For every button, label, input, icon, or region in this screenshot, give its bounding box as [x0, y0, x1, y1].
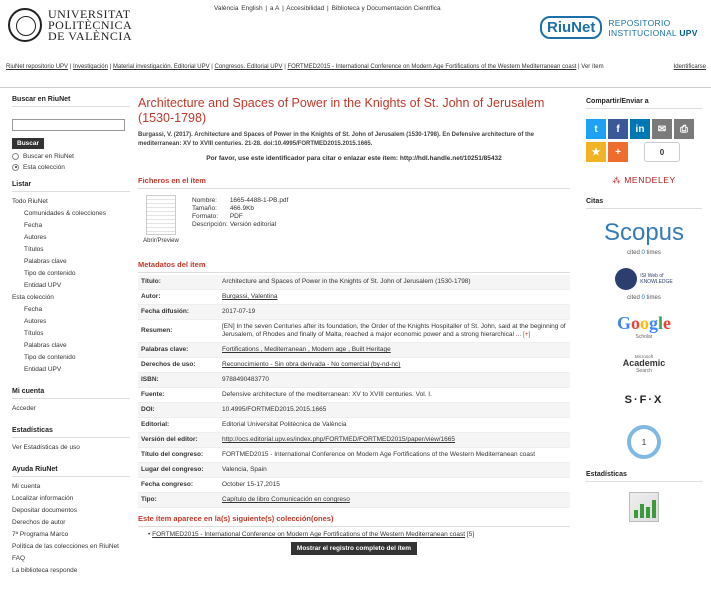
twitter-icon[interactable]: t: [586, 119, 606, 139]
help-link[interactable]: La biblioteca responde: [12, 566, 78, 574]
radio-all-riunet[interactable]: [12, 153, 130, 160]
metadata-value-cell: [220, 493, 570, 508]
metadata-value-cell: [220, 275, 570, 290]
metadata-value: Architecture and Spaces of Power in the Knights of St. John of Jerusalem (1530-1798): [222, 278, 471, 285]
font-size-toggle[interactable]: a A: [269, 5, 280, 12]
top-links: [214, 5, 442, 12]
main-content: [138, 96, 570, 555]
search-heading: Buscar en RiuNet: [12, 96, 130, 107]
usage-stats-link[interactable]: Ver Estadísticas de uso: [12, 443, 80, 451]
metadata-value: Editorial Universitat Politècnica de València: [222, 421, 347, 428]
mendeley-icon: ⁂: [612, 175, 622, 185]
collections-heading: Este ítem aparece en la(s) siguiente(s) colección(ones): [138, 514, 570, 527]
browse-link[interactable]: Autores: [24, 233, 47, 241]
breadcrumb-material[interactable]: Material investigación. Editorial UPV: [112, 64, 210, 70]
help-heading: Ayuda RiuNet: [12, 466, 130, 477]
metadata-row: [138, 418, 570, 433]
metadata-row: [138, 448, 570, 463]
browse-group-label: Todo RiuNet: [12, 197, 48, 205]
metadata-value: [EN] In the seven Centuries after its foundation, the Order of the Knights Hospitaller of St. John, said at the beginning of Jerusalem, of Rhodes and finally of Malta, reached a major economic power and a strong hierarchical ...: [222, 323, 566, 338]
search-button[interactable]: Buscar: [12, 138, 44, 149]
account-heading: Mi cuenta: [12, 388, 130, 399]
show-full-record-button[interactable]: Mostrar el registro completo del ítem: [291, 542, 417, 555]
metadata-value-cell: [220, 320, 570, 343]
metadata-value-cell: [220, 433, 570, 448]
upv-name: [48, 6, 133, 43]
file-meta-key: Formato:: [192, 213, 219, 220]
riunet-logo[interactable]: [540, 16, 698, 39]
google-wordmark: Google: [616, 312, 672, 333]
cited-pre: cited: [627, 295, 640, 301]
browse-link[interactable]: Entidad UPV: [24, 365, 62, 373]
radio-label: Esta colección: [23, 163, 65, 171]
login-link[interactable]: Acceder: [12, 404, 36, 412]
account-list: [12, 403, 130, 415]
browse-link[interactable]: Tipo de contenido: [24, 353, 76, 361]
site-header: [0, 0, 711, 50]
pdf-thumbnail-icon[interactable]: [146, 195, 176, 235]
metadata-value-cell: [220, 478, 570, 493]
metadata-key: Versión del editor:: [141, 436, 198, 443]
metadata-row: [138, 343, 570, 358]
metadata-key: Editorial:: [141, 421, 170, 428]
academic-top: Microsoft: [634, 354, 654, 359]
metadata-key: Resumen:: [141, 327, 173, 334]
upv-logo[interactable]: [8, 8, 132, 42]
metadata-value: 9788490483770: [222, 376, 269, 383]
academic-sub: Search: [636, 368, 652, 374]
file-meta-value: 466.9Kb: [229, 205, 255, 212]
metadata-value-cell: [220, 463, 570, 478]
file-meta-row: [192, 213, 288, 221]
share-buttons: [586, 119, 702, 165]
metadata-row: [138, 358, 570, 373]
metadata-value-cell: [220, 388, 570, 403]
breadcrumb-separator: |: [211, 64, 213, 70]
metadata-value: October 15-17,2015: [222, 481, 280, 488]
riunet-line2: INSTITUCIONAL: [608, 27, 677, 38]
favorite-star-icon[interactable]: ★: [586, 142, 606, 162]
metadata-key: Fuente:: [141, 391, 165, 398]
metadata-value-cell: [220, 448, 570, 463]
wos-globe-icon: [615, 268, 637, 290]
scopus-cited: [586, 250, 702, 256]
file-meta-value: Versión editorial: [229, 221, 277, 228]
metadata-key: Palabras clave:: [141, 346, 189, 353]
browse-link[interactable]: Tipo de contenido: [24, 269, 76, 277]
browse-link[interactable]: Comunidades & colecciones: [24, 209, 107, 217]
help-link[interactable]: Política de las colecciones en RiuNet: [12, 542, 119, 550]
divider: [0, 87, 711, 88]
file-thumbnail[interactable]: [138, 195, 184, 244]
browse-list: [12, 196, 130, 376]
scopus-logo[interactable]: Scopus: [603, 219, 685, 246]
metadata-value-cell: [220, 290, 570, 305]
help-link[interactable]: 7ª Programa Marco: [12, 530, 69, 538]
breadcrumb: [6, 60, 706, 75]
file-meta: [192, 197, 288, 244]
wos-logo[interactable]: [586, 266, 702, 292]
help-list: [12, 481, 130, 577]
cited-pre: cited: [627, 250, 640, 256]
wos-line1: ISI Web of: [640, 273, 664, 279]
radio-icon[interactable]: [12, 153, 19, 160]
upv-name-line2: POLITÈCNICA: [48, 17, 133, 32]
add-plus-icon[interactable]: +: [608, 142, 628, 162]
browse-link[interactable]: Palabras clave: [24, 257, 67, 265]
metadata-row: [138, 463, 570, 478]
metadata-value: 2017-07-19: [222, 308, 256, 315]
help-link[interactable]: Localizar información: [12, 494, 74, 502]
radio-checked-icon[interactable]: [12, 164, 19, 171]
metadata-table: [138, 275, 570, 508]
wos-line2: KNOWLEDGE: [640, 279, 673, 285]
email-icon[interactable]: ✉: [652, 119, 672, 139]
collection-link[interactable]: FORTMED2015 - International Conference on Modern Age Fortifications of the Western Mediterranean coast: [152, 531, 466, 538]
metadata-row: [138, 290, 570, 305]
browse-link[interactable]: Fecha: [24, 305, 43, 313]
collection-count: [5]: [466, 531, 475, 538]
breadcrumb-congresos[interactable]: Congresos. Editorial UPV: [214, 64, 283, 70]
metadata-row: [138, 433, 570, 448]
metadata-row: [138, 305, 570, 320]
breadcrumb-home[interactable]: RiuNet repositorio UPV: [6, 64, 69, 70]
metadata-key: Fecha difusión:: [141, 308, 190, 315]
metadata-key: Derechos de uso:: [141, 361, 196, 368]
search-input[interactable]: [12, 119, 125, 131]
share-count: 0: [644, 142, 680, 162]
metadata-key: DOI:: [141, 406, 155, 413]
metadata-heading: Metadatos del ítem: [138, 260, 570, 273]
sidebar: [12, 96, 130, 577]
sfx-logo[interactable]: [586, 387, 702, 413]
help-link[interactable]: Depositar documentos: [12, 506, 78, 514]
metadata-row: [138, 275, 570, 290]
open-preview-link[interactable]: Abrir/Preview: [143, 238, 179, 244]
linkedin-icon[interactable]: in: [630, 119, 650, 139]
right-column: [586, 98, 702, 522]
file-meta-row: [192, 197, 288, 205]
citation-text: Burgassi, V. (2017). Architecture and Spaces of Power in the Knights of St. John of Jerusalem (1530-1798). En Defensive architecture of the mediterranean: XV to XVIII centuries. 21-28. doi:10.4995/FORTMED2015.2015.1665.: [138, 132, 535, 147]
upv-seal-icon: [8, 8, 42, 42]
lang-english-link[interactable]: English: [241, 5, 263, 12]
file-meta-key: Descripción:: [192, 221, 228, 228]
library-link[interactable]: Biblioteca y Documentación Científica: [331, 5, 441, 12]
scopus-count[interactable]: 0: [641, 250, 645, 256]
file-meta-key: Nombre:: [192, 197, 217, 204]
metadata-row: [138, 493, 570, 508]
metadata-link[interactable]: http://ocs.editorial.upv.es/index.php/FORTMED/FORTMED2015/paper/view/1665: [222, 436, 456, 443]
breadcrumb-investigacion[interactable]: Investigación: [72, 64, 108, 70]
page-title: Architecture and Spaces of Power in the Knights of St. John of Jerusalem (1530-1798): [138, 96, 545, 125]
google-sub: Scholar: [635, 333, 653, 340]
stats-heading-right: Estadísticas: [586, 471, 702, 482]
separator: |: [282, 5, 284, 12]
metadata-row: [138, 478, 570, 493]
riunet-upv: UPV: [679, 27, 698, 38]
riunet-tagline: [608, 18, 697, 38]
metadata-value-cell: [220, 305, 570, 320]
breadcrumb-separator: |: [69, 64, 72, 70]
help-link[interactable]: Mi cuenta: [12, 482, 41, 490]
stats-heading: Estadísticas: [12, 427, 130, 438]
metadata-value: 10.4995/FORTMED2015.2015.1665: [222, 406, 327, 413]
browse-link[interactable]: Fecha: [24, 221, 43, 229]
breadcrumb-separator: |: [109, 64, 112, 70]
expand-abstract-link[interactable]: [+]: [522, 331, 531, 338]
altmetric-badge[interactable]: [627, 425, 661, 459]
browse-link[interactable]: Palabras clave: [24, 341, 67, 349]
help-link[interactable]: FAQ: [12, 554, 26, 562]
metadata-key: Título:: [141, 278, 161, 285]
wos-text: [640, 273, 673, 285]
breadcrumb-current: Ver ítem: [581, 64, 604, 70]
separator: |: [265, 5, 268, 12]
academic-label: Academic: [622, 358, 666, 368]
browse-link[interactable]: Títulos: [24, 329, 44, 337]
metadata-value-cell: [220, 403, 570, 418]
altmetric-count: 1: [641, 437, 647, 447]
separator: |: [327, 5, 329, 12]
metadata-key: Lugar del congreso:: [141, 466, 204, 473]
metadata-row: [138, 320, 570, 343]
breadcrumb-fortmed[interactable]: FORTMED2015 - International Conference on Modern Age Fortifications of the Western Mediterranean coast: [287, 64, 577, 70]
metadata-value: Defensive architecture of the mediterranean: XV to XVIII centuries. Vol. I.: [222, 391, 432, 398]
share-heading: Compartir/Enviar a: [586, 98, 702, 109]
citation-services: [586, 219, 702, 459]
stats-bar: [634, 510, 638, 518]
wos-cited: [586, 295, 702, 301]
upv-name-line1: UNIVERSITAT: [48, 6, 131, 21]
metadata-value-cell: [220, 373, 570, 388]
metadata-value: FORTMED2015 - International Conference on Modern Age Fortifications of the Western Mediterranean coast: [222, 451, 536, 458]
sfx-label: S·F·X: [624, 394, 664, 406]
breadcrumb-separator: |: [578, 64, 580, 70]
upv-name-line3: DE VALÈNCIA: [48, 28, 133, 43]
breadcrumb-separator: |: [284, 64, 286, 70]
handle-notice: Por favor, use este identificador para citar o enlazar este ítem: http://hdl.handle.net/10251/85432: [206, 155, 502, 162]
collection-item: • FORTMED2015 - International Conference on Modern Age Fortifications of the Western Mediterranean coast [5]: [148, 531, 475, 538]
stats-bar: [646, 507, 650, 518]
file-entry: [138, 195, 570, 244]
riunet-line1: REPOSITORIO: [608, 17, 671, 28]
mendeley-label: MENDELEY: [624, 175, 676, 185]
ms-academic-logo[interactable]: [586, 351, 702, 377]
stats-list: [12, 442, 130, 454]
browse-link[interactable]: Autores: [24, 317, 47, 325]
metadata-value-cell: [220, 418, 570, 433]
help-link[interactable]: Derechos de autor: [12, 518, 66, 526]
metadata-key: ISBN:: [141, 376, 159, 383]
metadata-link[interactable]: Reconocimiento - Sin obra derivada - No comercial (by-nd-nc): [222, 361, 401, 368]
wos-count[interactable]: 0: [641, 295, 645, 301]
browse-link[interactable]: Entidad UPV: [24, 281, 62, 289]
citations-heading: Citas: [586, 198, 702, 209]
riunet-badge: RiuNet: [540, 16, 602, 39]
lang-valencia-link[interactable]: València: [214, 5, 239, 12]
print-icon[interactable]: ⎙: [674, 119, 694, 139]
metadata-key: Título del congreso:: [141, 451, 204, 458]
browse-group-label: Esta colección: [12, 293, 54, 301]
metadata-link[interactable]: Fortifications , Mediterranean , Modern age , Built Heritage: [222, 346, 391, 353]
metadata-key: Fecha congreso:: [141, 481, 194, 488]
cited-post: times: [646, 250, 661, 256]
file-meta-value: PDF: [229, 213, 243, 220]
statistics-chart-icon[interactable]: [629, 492, 659, 522]
browse-link[interactable]: Títulos: [24, 245, 44, 253]
mendeley-logo[interactable]: [586, 175, 702, 186]
stats-bar: [640, 504, 644, 518]
file-meta-value: 1665-4488-1-PB.pdf: [229, 197, 289, 204]
metadata-row: [138, 388, 570, 403]
browse-heading: Listar: [12, 181, 130, 192]
files-heading: Ficheros en el ítem: [138, 176, 570, 189]
google-scholar-logo[interactable]: [586, 311, 702, 341]
radio-this-collection[interactable]: [12, 164, 130, 171]
stats-bar: [652, 500, 656, 518]
metadata-value-cell: [220, 343, 570, 358]
metadata-row: [138, 403, 570, 418]
metadata-key: Autor:: [141, 293, 161, 300]
metadata-key: Tipo:: [141, 496, 157, 503]
metadata-value-cell: [220, 358, 570, 373]
file-meta-row: [192, 221, 288, 229]
accessibility-link[interactable]: Accesibilidad: [286, 5, 325, 12]
metadata-link[interactable]: Burgassi, Valentina: [222, 293, 278, 300]
file-meta-key: Tamaño:: [192, 205, 217, 212]
radio-label: Buscar en RiuNet: [23, 152, 74, 160]
metadata-value: Valencia, Spain: [222, 466, 267, 473]
cited-post: times: [646, 295, 661, 301]
facebook-icon[interactable]: f: [608, 119, 628, 139]
login-link[interactable]: Identificarse: [673, 64, 706, 70]
file-meta-row: [192, 205, 288, 213]
metadata-row: [138, 373, 570, 388]
metadata-link[interactable]: Capítulo de libro Comunicación en congreso: [222, 496, 350, 503]
